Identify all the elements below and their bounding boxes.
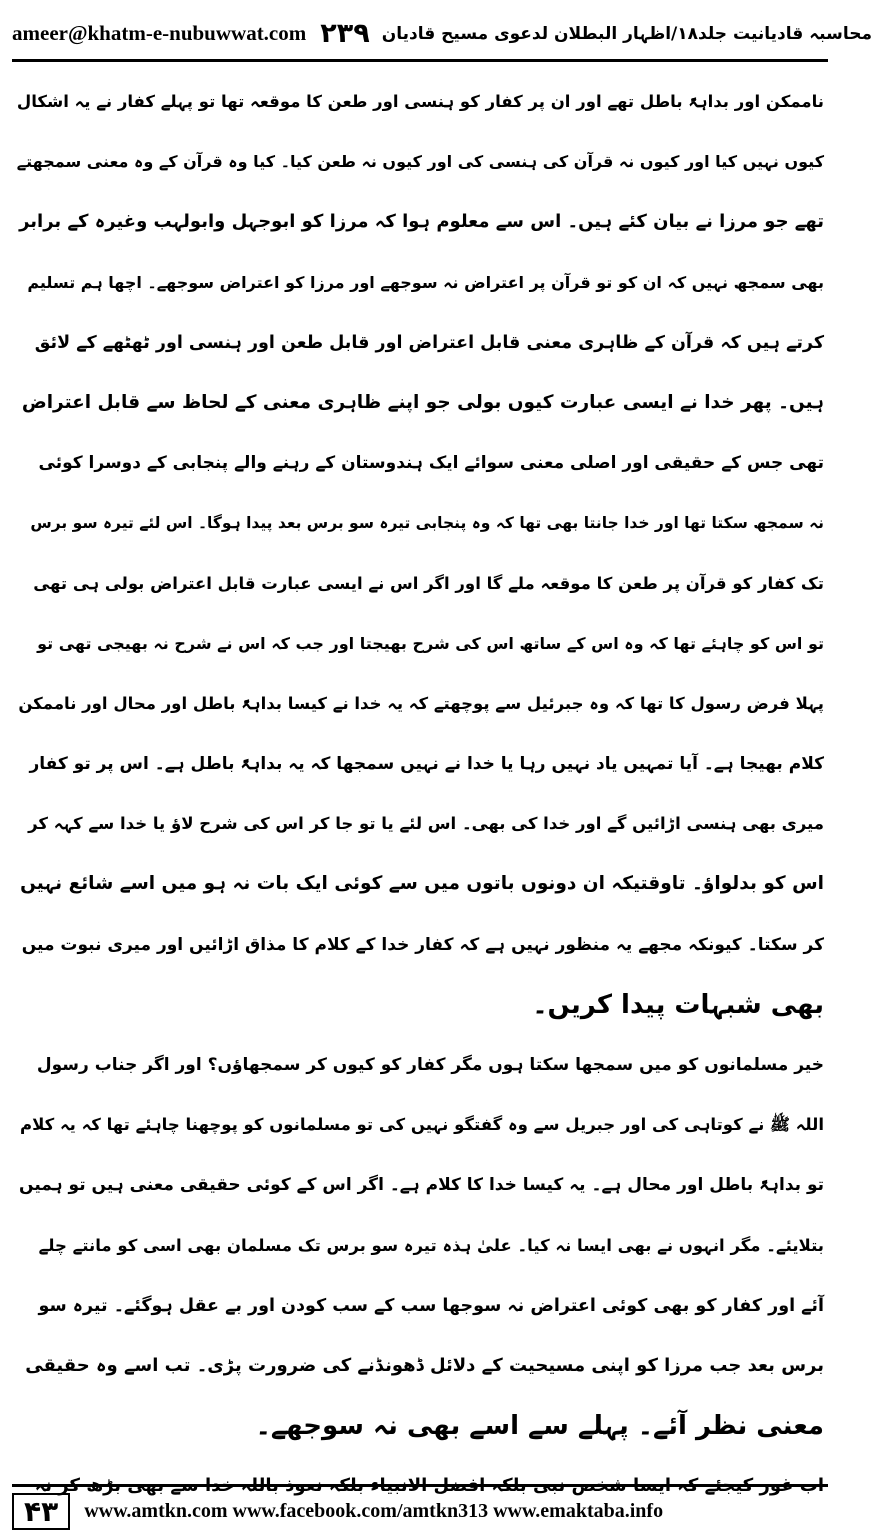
header-page-number: ۲۳۹ (320, 17, 370, 49)
text-line: نہ سمجھ سکتا تھا اور خدا جانتا بھی تھا کہ وہ پنجابی تیرہ سو برس بعد پیدا ہوگا۔ اس لئے تیرہ سو برس (30, 514, 824, 533)
text-line: تھی جس کے حقیقی اور اصلی معنی سوائے ایک ہندوستان کے رہنے والے پنجابی کے دوسرا کوئی (38, 453, 824, 474)
text-line: پہلا فرض رسول کا تھا کہ وہ جبرئیل سے پوچھتے کہ یہ خدا نے کیسا بداہۃً باطل اور محال اور ناممکن (18, 693, 824, 713)
text-line: خیر مسلمانوں کو میں سمجھا سکتا ہوں مگر کفار کو کیوں کر سمجھاؤں؟ اور اگر جناب رسول (36, 1055, 824, 1075)
text-line: بھی سمجھ نہیں کہ ان کو تو قرآن پر اعتراض نہ سوجھے اور مرزا کو اعتراض سوجھے۔ اچھا ہم تسلیم (27, 272, 824, 292)
header-email: ameer@khatm-e-nubuwwat.com (12, 20, 307, 45)
text-line: اس کو بدلواؤ۔ تاوقتیکہ ان دونوں باتوں میں سے کوئی ایک بات نہ ہو میں اسے شائع نہیں (20, 873, 824, 895)
body-text (18, 72, 824, 1517)
text-line: تھے جو مرزا نے بیان کئے ہیں۔ اس سے معلوم ہوا کہ مرزا کو ابوجہل وابولہب وغیرہ کے برابر (19, 211, 824, 233)
header-divider (12, 59, 828, 62)
text-line: تو بداہۃً باطل اور محال ہے۔ یہ کیسا خدا کا کلام ہے۔ اگر اس کے کوئی حقیقی معنی ہیں تو ہمیں (19, 1175, 824, 1196)
text-line: تو اس کو چاہئے تھا کہ وہ اس کے ساتھ اس کی شرح بھیجتا اور جب کہ اس نے شرح نہ بھیجی تھی تو (37, 633, 824, 653)
text-line: کرتے ہیں کہ قرآن کے ظاہری معنی قابل اعتراض اور قابل طعن اور ہنسی اور ٹھٹھے کے لائق (34, 332, 824, 353)
text-line: کلام بھیجا ہے۔ آیا تمہیں یاد نہیں رہا یا خدا نے نہیں سمجھا کہ یہ بداہۃً باطل ہے۔ اس پر تو کفار (29, 754, 824, 775)
text-line: کیوں نہیں کیا اور کیوں نہ قرآن کی ہنسی کی اور کیوں نہ طعن کیا۔ کیا وہ قرآن کے وہ معنی سمجھتے (16, 152, 824, 172)
text-line: میری بھی ہنسی اڑائیں گے اور خدا کی بھی۔ اس لئے یا تو جا کر اس کی شرح لاؤ یا خدا سے کہہ کر (28, 814, 824, 834)
text-line: برس بعد جب مرزا کو اپنی مسیحیت کے دلائل ڈھونڈنے کی ضرورت پڑی۔ تب اسے وہ حقیقی (25, 1354, 824, 1376)
text-line: آئے اور کفار کو بھی کوئی اعتراض نہ سوجھا سب کے سب کودن اور بے عقل ہوگئے۔ تیرہ سو (38, 1295, 824, 1316)
text-line: ناممکن اور بداہۃً باطل تھے اور ان پر کفار کو ہنسی اور طعن کا موقعہ تھا تو پہلے کفار نے یہ اشکال (16, 92, 824, 111)
text-line: ہیں۔ پھر خدا نے ایسی عبارت کیوں بولی جو اپنے ظاہری معنی کے لحاظ سے قابل اعتراض (21, 391, 824, 413)
text-line: اب غور کیجئے کہ ایسا شخص نبی بلکہ افضل الانبیاء بلکہ نعوذ باللہ خدا سے بھی بڑھ کر نہ (34, 1475, 824, 1497)
text-line: بتلایئے۔ مگر انہوں نے بھی ایسا نہ کیا۔ علیٰ ہذہ تیرہ سو برس تک مسلمان بھی اسی کو مانتے چلے (38, 1235, 824, 1255)
page-header (12, 8, 872, 58)
text-line: تک کفار کو قرآن پر طعن کا موقعہ ملے گا اور اگر اس نے ایسی عبارت قابل اعتراض بولی ہی تھی (33, 573, 824, 593)
page-footer (12, 1484, 828, 1535)
footer-links: www.amtkn.com www.facebook.com/amtkn313 www.emaktaba.info (84, 1499, 664, 1522)
footer-page-number: ۴۳ (12, 1493, 70, 1530)
text-line: معنی نظر آئے۔ پہلے سے اسے بھی نہ سوجھے۔ (255, 1411, 824, 1442)
text-line: کر سکتا۔ کیونکہ مجھے یہ منظور نہیں ہے کہ کفار خدا کے کلام کا مذاق اڑائیں اور میری نبوت میں (21, 934, 824, 955)
header-book-title: محاسبہ قادیانیت جلد۱۸/اظہار البطلان لدعوی مسیح قادیان (381, 23, 872, 44)
text-line: اللہ ﷺ نے کوتاہی کی اور جبریل سے وہ گفتگو نہیں کی تو مسلمانوں کو پوچھنا چاہئے تھا کہ یہ کلام (20, 1115, 824, 1135)
text-line: بھی شبہات پیدا کریں۔ (532, 989, 824, 1020)
